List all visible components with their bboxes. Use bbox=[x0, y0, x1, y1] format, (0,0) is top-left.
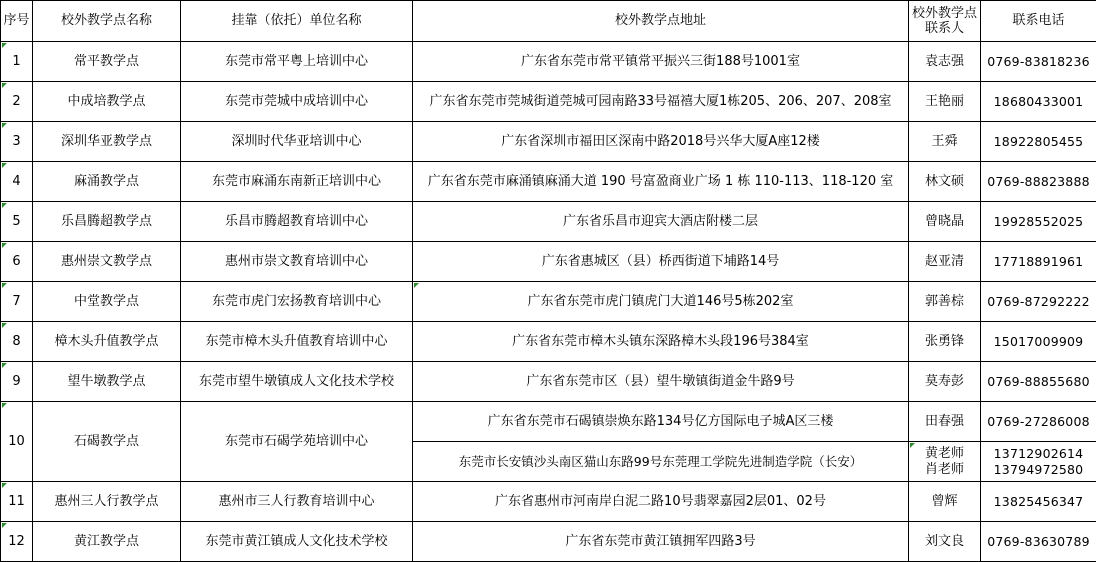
cell-name: 中堂教学点 bbox=[33, 282, 181, 322]
cell-address: 广东省深圳市福田区深南中路2018号兴华大厦A座12楼 bbox=[413, 122, 909, 162]
cell-contact: 林文硕 bbox=[909, 162, 981, 202]
cell-address: 广东省东莞市莞城街道莞城可园南路33号福禧大厦1栋205、206、207、208室 bbox=[413, 82, 909, 122]
header-row bbox=[1, 1, 1096, 42]
header-unit: 挂靠（依托）单位名称 bbox=[181, 1, 413, 42]
cell-contact: 袁志强 bbox=[909, 42, 981, 82]
table-row bbox=[1, 42, 1096, 82]
cell-name: 樟木头升值教学点 bbox=[33, 322, 181, 362]
table-row bbox=[1, 282, 1096, 322]
cell-name: 常平教学点 bbox=[33, 42, 181, 82]
cell-phone: 15017009909 bbox=[981, 322, 1096, 362]
cell-phone: 0769-83818236 bbox=[981, 42, 1096, 82]
cell-no: 4 bbox=[1, 162, 33, 202]
table-row bbox=[1, 362, 1096, 402]
cell-no: 9 bbox=[1, 362, 33, 402]
cell-name: 望牛墩教学点 bbox=[33, 362, 181, 402]
cell-phone: 13825456347 bbox=[981, 482, 1096, 522]
cell-name: 乐昌腾超教学点 bbox=[33, 202, 181, 242]
cell-contact bbox=[909, 442, 981, 482]
cell-no: 12 bbox=[1, 522, 33, 562]
cell-phone: 19928552025 bbox=[981, 202, 1096, 242]
cell-address: 广东省东莞市麻涌镇麻涌大道 190 号富盈商业广场 1 栋 110-113、118-120 室 bbox=[413, 162, 909, 202]
table-row bbox=[1, 202, 1096, 242]
table-row bbox=[1, 522, 1096, 562]
cell-no: 6 bbox=[1, 242, 33, 282]
cell-unit: 东莞市莞城中成培训中心 bbox=[181, 82, 413, 122]
cell-phone: 18922805455 bbox=[981, 122, 1096, 162]
cell-address: 广东省东莞市区（县）望牛墩镇街道金牛路9号 bbox=[413, 362, 909, 402]
cell-no: 8 bbox=[1, 322, 33, 362]
cell-contact: 王艳丽 bbox=[909, 82, 981, 122]
table-row bbox=[1, 402, 1096, 442]
cell-unit: 乐昌市腾超教育培训中心 bbox=[181, 202, 413, 242]
cell-no: 7 bbox=[1, 282, 33, 322]
header-no: 序号 bbox=[1, 1, 33, 42]
cell-address: 广东省东莞市黄江镇拥军四路3号 bbox=[413, 522, 909, 562]
cell-unit: 惠州市三人行教育培训中心 bbox=[181, 482, 413, 522]
cell-contact: 张勇锋 bbox=[909, 322, 981, 362]
cell-name: 黄江教学点 bbox=[33, 522, 181, 562]
cell-phone: 0769-88855680 bbox=[981, 362, 1096, 402]
cell-unit: 东莞市樟木头升值教育培训中心 bbox=[181, 322, 413, 362]
cell-no: 3 bbox=[1, 122, 33, 162]
cell-address: 东莞市长安镇沙头南区猫山东路99号东莞理工学院先进制造学院（长安） bbox=[413, 442, 909, 482]
cell-phone: 17718891961 bbox=[981, 242, 1096, 282]
cell-no: 5 bbox=[1, 202, 33, 242]
phone-line: 13712902614 bbox=[993, 445, 1084, 461]
cell-name: 麻涌教学点 bbox=[33, 162, 181, 202]
cell-name: 中成培教学点 bbox=[33, 82, 181, 122]
cell-name: 惠州三人行教学点 bbox=[33, 482, 181, 522]
cell-contact: 莫寿彭 bbox=[909, 362, 981, 402]
cell-contact: 郭善棕 bbox=[909, 282, 981, 322]
cell-phone bbox=[981, 442, 1096, 482]
contact-line: 肖老师 bbox=[924, 461, 964, 477]
cell-address: 广东省惠城区（县）桥西街道下埔路14号 bbox=[413, 242, 909, 282]
cell-no: 1 bbox=[1, 42, 33, 82]
cell-address: 广东省东莞市虎门镇虎门大道146号5栋202室 bbox=[413, 282, 909, 322]
cell-address: 广东省东莞市常平镇常平振兴三街188号1001室 bbox=[413, 42, 909, 82]
cell-phone: 0769-87292222 bbox=[981, 282, 1096, 322]
header-address: 校外教学点地址 bbox=[413, 1, 909, 42]
cell-contact: 刘文良 bbox=[909, 522, 981, 562]
cell-address: 广东省乐昌市迎宾大酒店附楼二层 bbox=[413, 202, 909, 242]
cell-name: 深圳华亚教学点 bbox=[33, 122, 181, 162]
table-row bbox=[1, 162, 1096, 202]
cell-name: 石碣教学点 bbox=[33, 402, 181, 482]
cell-unit: 东莞市黄江镇成人文化技术学校 bbox=[181, 522, 413, 562]
header-contact: 校外教学点联系人 bbox=[909, 1, 981, 42]
cell-unit: 东莞市虎门宏扬教育培训中心 bbox=[181, 282, 413, 322]
cell-phone: 0769-27286008 bbox=[981, 402, 1096, 442]
cell-unit: 东莞市石碣学苑培训中心 bbox=[181, 402, 413, 482]
cell-contact: 曾晓晶 bbox=[909, 202, 981, 242]
cell-no: 10 bbox=[1, 402, 33, 482]
cell-unit: 惠州市崇文教育培训中心 bbox=[181, 242, 413, 282]
cell-contact: 田春强 bbox=[909, 402, 981, 442]
header-phone: 联系电话 bbox=[981, 1, 1096, 42]
cell-unit: 东莞市常平粤上培训中心 bbox=[181, 42, 413, 82]
cell-unit: 深圳时代华亚培训中心 bbox=[181, 122, 413, 162]
cell-phone: 0769-88823888 bbox=[981, 162, 1096, 202]
table-row bbox=[1, 482, 1096, 522]
table-row bbox=[1, 242, 1096, 282]
cell-no: 2 bbox=[1, 82, 33, 122]
cell-contact: 曾辉 bbox=[909, 482, 981, 522]
table-row bbox=[1, 322, 1096, 362]
cell-phone: 18680433001 bbox=[981, 82, 1096, 122]
cell-no: 11 bbox=[1, 482, 33, 522]
cell-phone: 0769-83630789 bbox=[981, 522, 1096, 562]
cell-contact: 王舜 bbox=[909, 122, 981, 162]
contact-line: 黄老师 bbox=[924, 445, 964, 461]
cell-unit: 东莞市麻涌东南新正培训中心 bbox=[181, 162, 413, 202]
cell-contact: 赵亚清 bbox=[909, 242, 981, 282]
table-row bbox=[1, 82, 1096, 122]
cell-address: 广东省东莞市石碣镇崇焕东路134号亿方国际电子城A区三楼 bbox=[413, 402, 909, 442]
phone-line: 13794972580 bbox=[993, 461, 1084, 477]
cell-address: 广东省东莞市樟木头镇东深路樟木头段196号384室 bbox=[413, 322, 909, 362]
cell-name: 惠州崇文教学点 bbox=[33, 242, 181, 282]
table-row bbox=[1, 122, 1096, 162]
header-name: 校外教学点名称 bbox=[33, 1, 181, 42]
cell-unit: 东莞市望牛墩镇成人文化技术学校 bbox=[181, 362, 413, 402]
cell-address: 广东省惠州市河南岸白泥二路10号翡翠嘉园2层01、02号 bbox=[413, 482, 909, 522]
